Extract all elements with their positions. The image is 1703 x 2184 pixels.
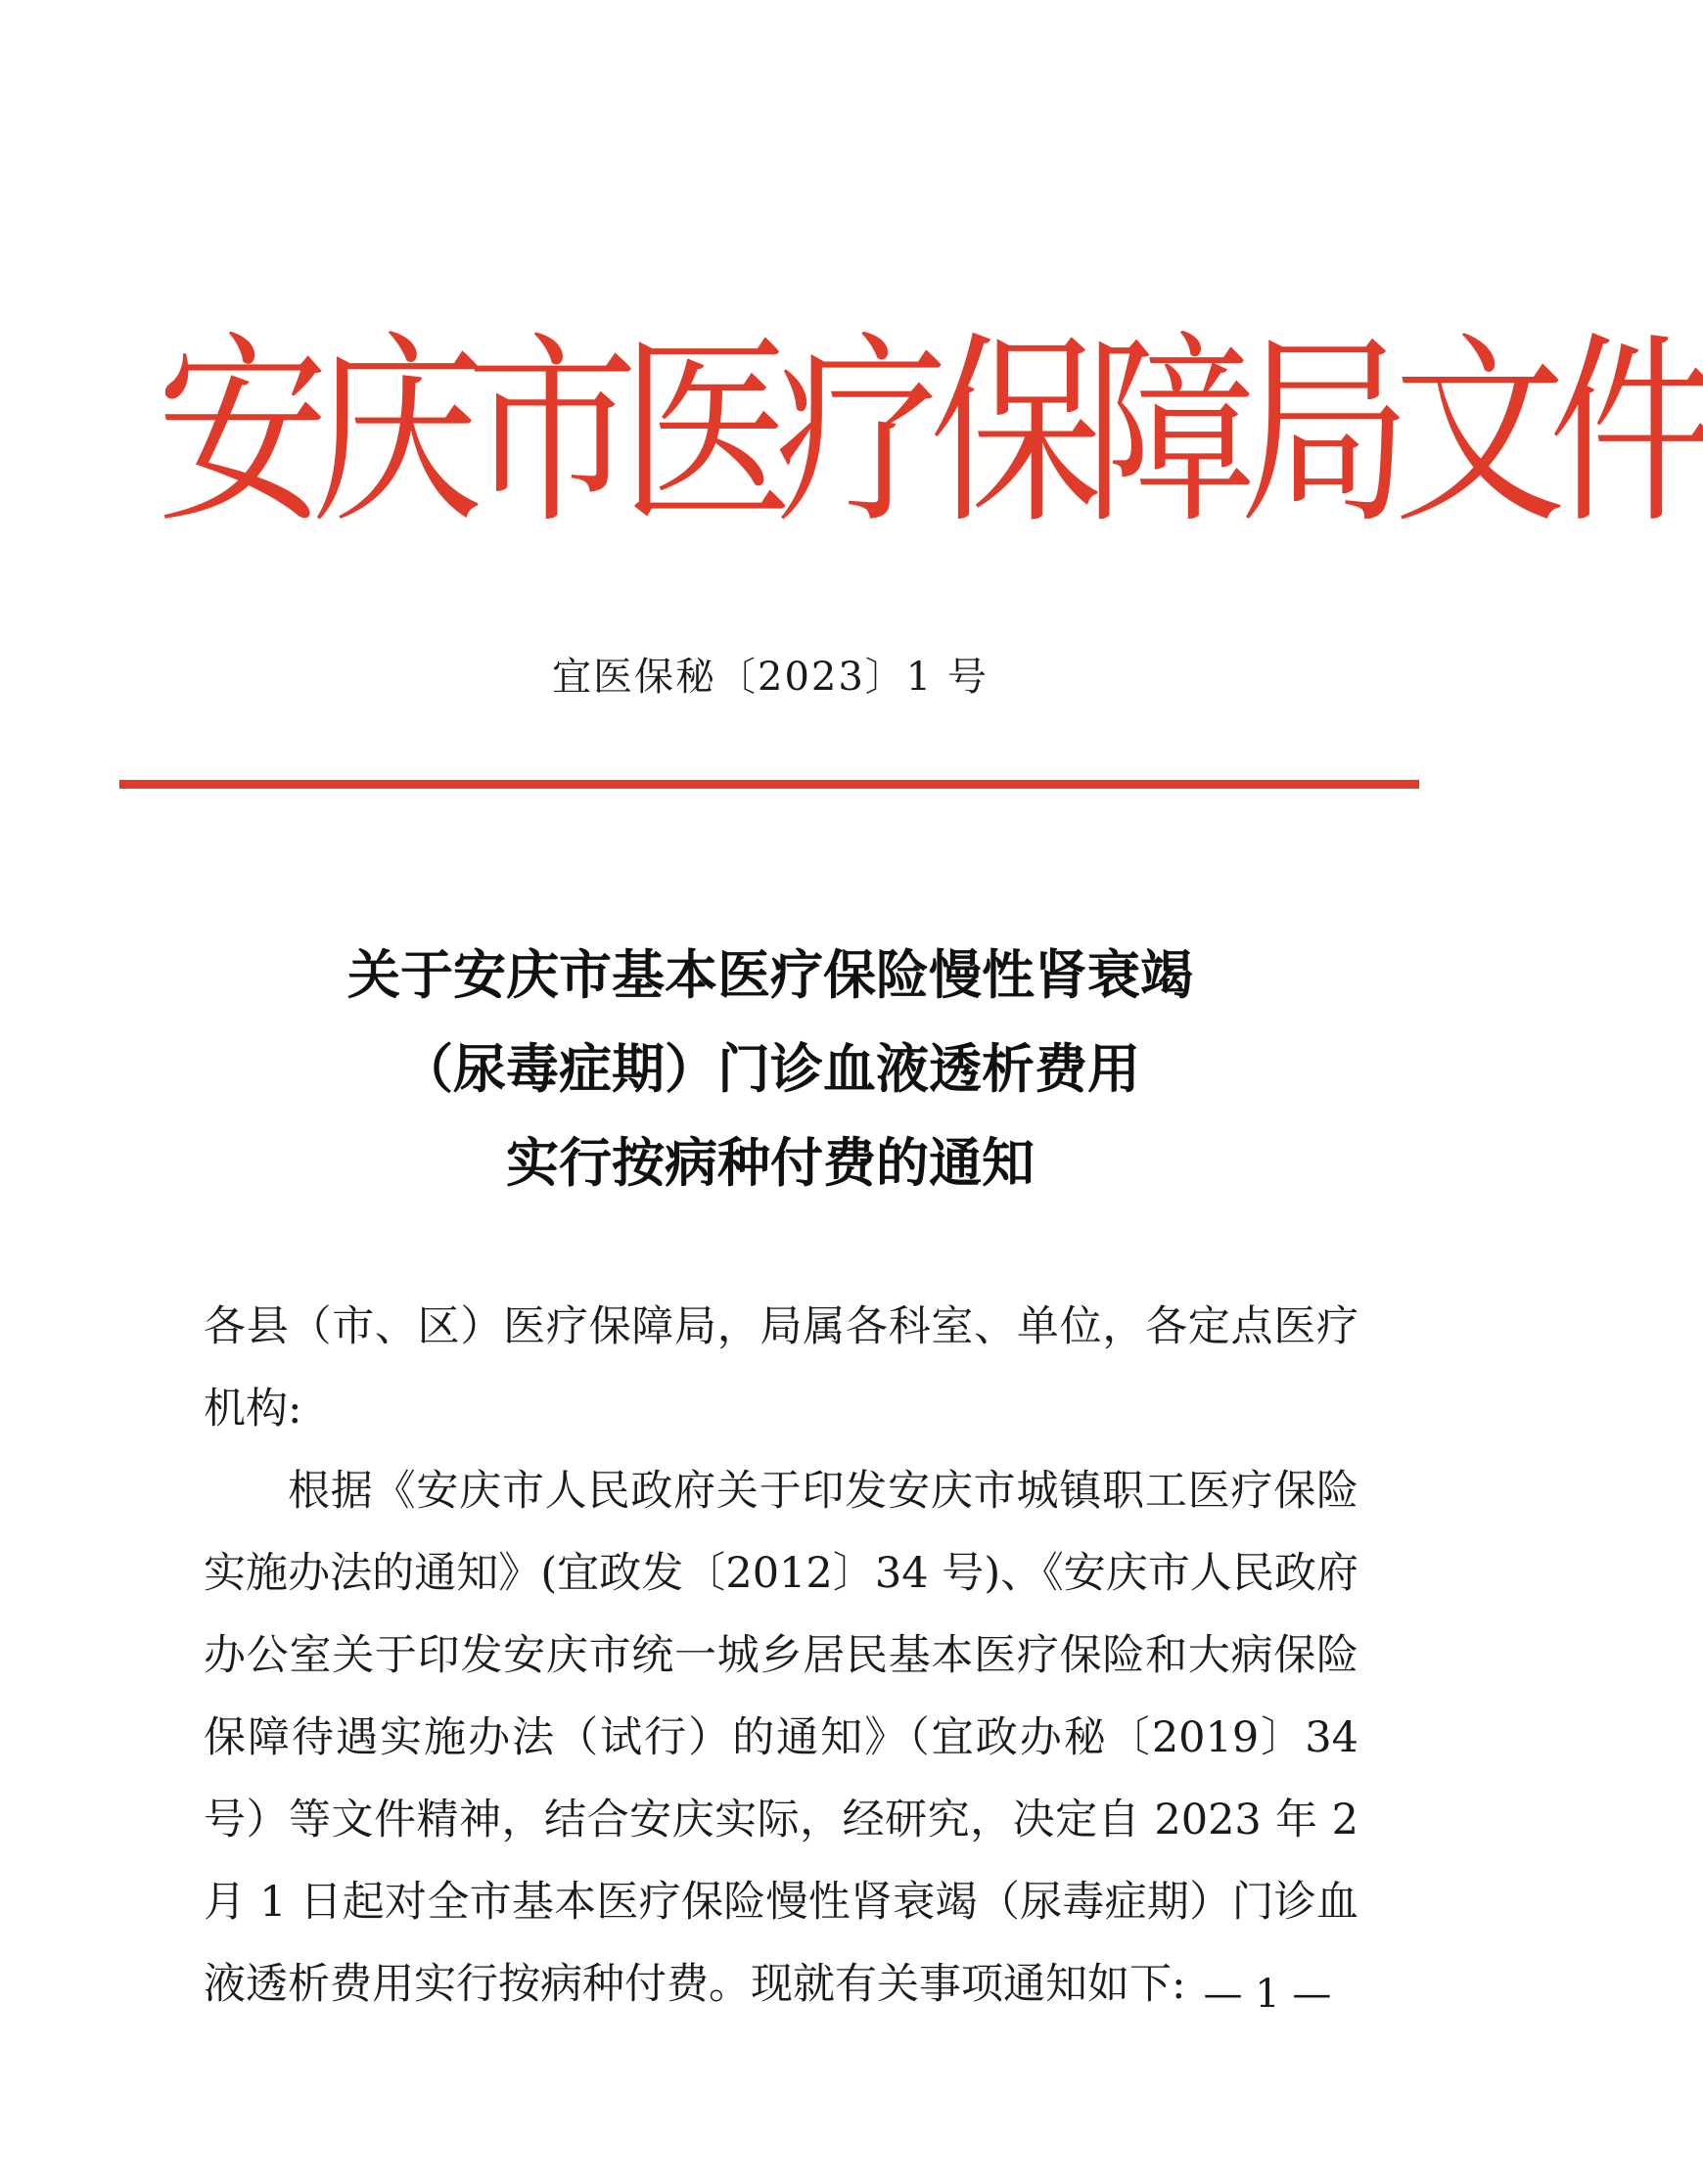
notice-title-line-1: 关于安庆市基本医疗保险慢性肾衰竭 (347, 943, 1193, 1006)
document-number: 宜医保秘〔2023〕1 号 (552, 655, 989, 700)
notice-title (0, 928, 1541, 1209)
salutation: 各县（市、区）医疗保障局，局属各科室、单位，各定点医疗机构: (204, 1302, 1358, 1433)
notice-body (204, 1286, 1358, 2025)
red-divider-line (119, 780, 1419, 789)
notice-title-line-2: （尿毒症期）门诊血液透析费用 (400, 1037, 1140, 1100)
notice-title-line-3: 实行按病种付费的通知 (506, 1131, 1035, 1194)
agency-masthead-title: 安庆市医疗保障局文件 (157, 314, 1703, 552)
body-paragraph: 根据《安庆市人民政府关于印发安庆市城镇职工医疗保险实施办法的通知》(宜政发〔2012〕34 号)、《安庆市人民政府办公室关于印发安庆市统一城乡居民基本医疗保险和大病保险保障待遇实施办法（试行）的通知》（宜政办秘〔2019〕34 号）等文件精神，结合安庆实际，经研究，决定自 2023 年 2 月 1 日起对全市基本医疗保险慢性肾衰竭（尿毒症期）门诊血液透析费用实行按病种付费。现就有关事项通知如下: (204, 1467, 1358, 2009)
page-number: — 1 — (1203, 1972, 1332, 2017)
